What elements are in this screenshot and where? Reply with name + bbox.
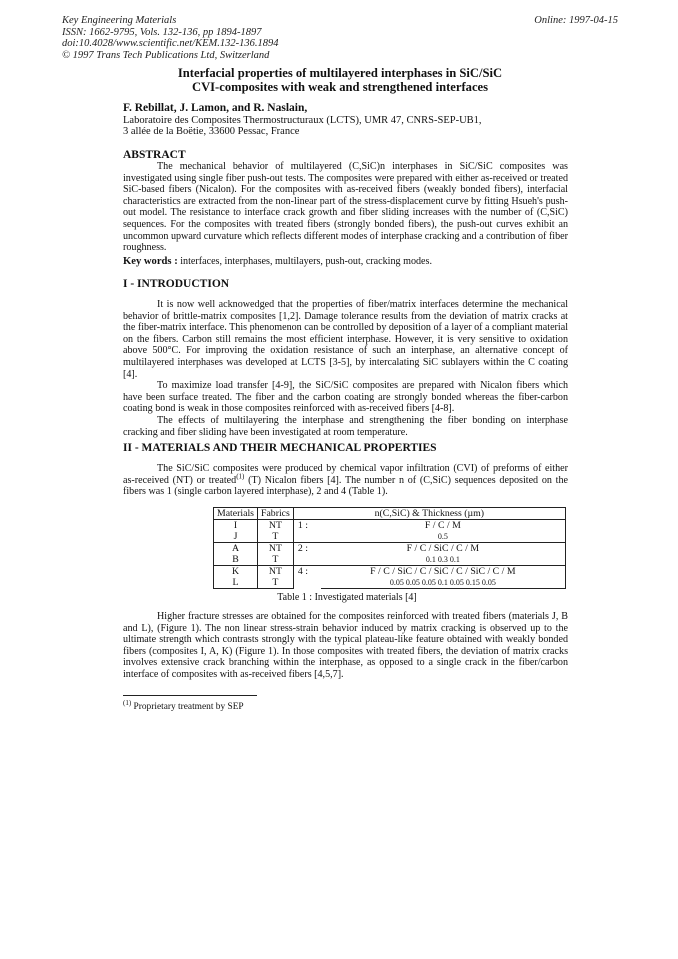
cell-n: 1 :: [293, 520, 321, 543]
paper-title: [90, 66, 590, 94]
intro-paragraph-3: The effects of multilayering the interphase and strengthening the fiber bonding on interphase cracking and fiber sliding have been investigated at room temperature.: [123, 414, 568, 438]
doi-line[interactable]: doi:10.4028/www.scientific.net/KEM.132-136.1894: [62, 38, 279, 50]
keywords-text: interfaces, interphases, multilayers, push-out, cracking modes.: [177, 256, 432, 267]
cell-n: 2 :: [293, 543, 321, 566]
author-block: [123, 103, 563, 138]
affiliation-line-2: 3 allée de la Boëtie, 33600 Pessac, France: [123, 126, 300, 138]
col-header-sequence: n(C,SiC) & Thickness (µm): [293, 508, 565, 520]
table-header-row: [214, 508, 566, 520]
cell-sequence: F / C / SiC / C / SiC / C / SiC / C / M: [321, 566, 566, 578]
cell-fabric: NT: [258, 543, 294, 555]
keywords-line: [123, 256, 568, 268]
cell-material: A: [214, 543, 258, 555]
cell-thickness: 0.5: [321, 531, 566, 543]
cell-thickness: 0.05 0.05 0.05 0.1 0.05 0.15 0.05: [321, 577, 566, 589]
materials-table: [213, 507, 566, 589]
abstract-section: [123, 161, 568, 254]
materials-text-a: The SiC/SiC composites were produced by chemical vapor infiltration (CVI) of preforms of either as-received (NT) or treated: [123, 463, 568, 486]
author-names: F. Rebillat, J. Lamon, and R. Naslain,: [123, 102, 308, 114]
journal-header: [62, 15, 618, 61]
affiliation-line-1: Laboratoire des Composites Thermostructuraux (LCTS), UMR 47, CNRS-SEP-UB1,: [123, 114, 482, 126]
intro-paragraph-2: To maximize load transfer [4-9], the SiC/SiC composites are prepared with Nicalon fibers which have been surface treated. The fiber and the carbon coating are strongly bonded whereas the fiber-carbon coating bond is weak in those composites reinforced with as-received fibers [4-8].: [123, 380, 568, 415]
footnote-text: Proprietary treatment by SEP: [131, 702, 244, 712]
cell-material: B: [214, 554, 258, 566]
materials-heading: II - MATERIALS AND THEIR MECHANICAL PROPERTIES: [123, 442, 437, 454]
online-date: Online: 1997-04-15: [534, 15, 618, 26]
footnote-divider: [123, 695, 257, 696]
materials-paragraph-2: Higher fracture stresses are obtained for the composites reinforced with treated fibers (materials J, B and L), (Figure 1). The non linear stress-strain behavior induced by matrix cracking is observed up to the ultimate strength which contrasts strongly with the typical plateau-like feature obtained with weakly bonded fibers (composites I, A, K) (Figure 1). In those composites with treated fibers, the deviation of matrix cracks involves extensive crack branching within the interphase, as opposed to a single crack in the fiber/carbon interface of composites with as-received fibers [4,5,7].: [123, 611, 568, 680]
cell-thickness: 0.1 0.3 0.1: [321, 554, 566, 566]
cell-sequence: F / C / M: [321, 520, 566, 532]
cell-fabric: T: [258, 531, 294, 543]
materials-results: [123, 611, 568, 681]
table-row: [214, 531, 566, 543]
footnote-ref: (1): [236, 472, 245, 481]
table-row: [214, 577, 566, 589]
title-line-2: CVI-composites with weak and strengthened interfaces: [191, 80, 489, 94]
cell-fabric: T: [258, 554, 294, 566]
cell-n: 4 :: [293, 566, 321, 589]
col-header-materials: Materials: [214, 508, 258, 520]
title-line-1: Interfacial properties of multilayered interphases in SiC/SiC: [177, 66, 503, 80]
cell-fabric: T: [258, 577, 294, 589]
footnote: [123, 698, 244, 712]
intro-heading: I - INTRODUCTION: [123, 278, 230, 290]
col-header-fabrics: Fabrics: [258, 508, 294, 520]
table-row: [214, 543, 566, 555]
table-row: [214, 554, 566, 566]
cell-fabric: NT: [258, 520, 294, 532]
copyright-line: © 1997 Trans Tech Publications Ltd, Switzerland: [62, 49, 270, 61]
cell-material: J: [214, 531, 258, 543]
materials-paragraph-1: [123, 463, 568, 498]
materials-intro: [123, 463, 568, 498]
table-caption: Table 1 : Investigated materials [4]: [277, 592, 417, 603]
intro-paragraph-1: It is now well acknowedged that the properties of fiber/matrix interfaces determine the mechanical behavior of brittle-matrix composites [1,2]. Damage tolerance results from the deviation of matrix cracks at the fiber-matrix interface. This phenomenon can be controlled by deposition of a layer of a compliant material on the fibers. Carbon still remains the most efficient interphase. However, it is very sensitive to oxidation above 500°C. For improving the oxidation resistance of such an interphase, an alternative concept of multilayered interphases was developed at LCTS [3-5], by intercalating SiC sublayers within the C coating [4].: [123, 299, 568, 380]
materials-text-b: (T) Nicalon fibers [4]. The number n of (C,SiC) sequences deposited on the fibers was 1 (single carbon layered interphase), 2 and 4 (Table 1).: [123, 474, 568, 498]
abstract-heading: ABSTRACT: [123, 149, 186, 161]
cell-fabric: NT: [258, 566, 294, 578]
cell-material: K: [214, 566, 258, 578]
journal-name: Key Engineering Materials: [62, 15, 177, 26]
table-row: [214, 566, 566, 578]
cell-material: L: [214, 577, 258, 589]
intro-section: [123, 299, 568, 438]
issn-line: ISSN: 1662-9795, Vols. 132-136, pp 1894-1897: [62, 26, 262, 38]
keywords-label: Key words :: [123, 256, 178, 267]
abstract-text: The mechanical behavior of multilayered (C,SiC)n interphases in SiC/SiC composites was investigated using single fiber push-out tests. The composites were prepared with either as-received or treated SiC-based fibers (Nicalon). For the composites with as-received fibers (weakly bonded fibers), interfacial characteristics are extracted from the non-linear part of the stress-displacement curve by fitting Hsueh's push-out model. The resistance to interface crack growth and fiber sliding increases with the number of (C,SiC) sequences. For the composites with treated fibers (strongly bonded fibers), the push-out curves exhibit an uncommon upward curvature which reflects different modes of interphase cracking and a contribution of fiber roughness.: [123, 161, 568, 254]
footnote-mark: (1): [123, 698, 132, 707]
cell-sequence: F / C / SiC / C / M: [321, 543, 566, 555]
cell-material: I: [214, 520, 258, 532]
table-row: [214, 520, 566, 532]
